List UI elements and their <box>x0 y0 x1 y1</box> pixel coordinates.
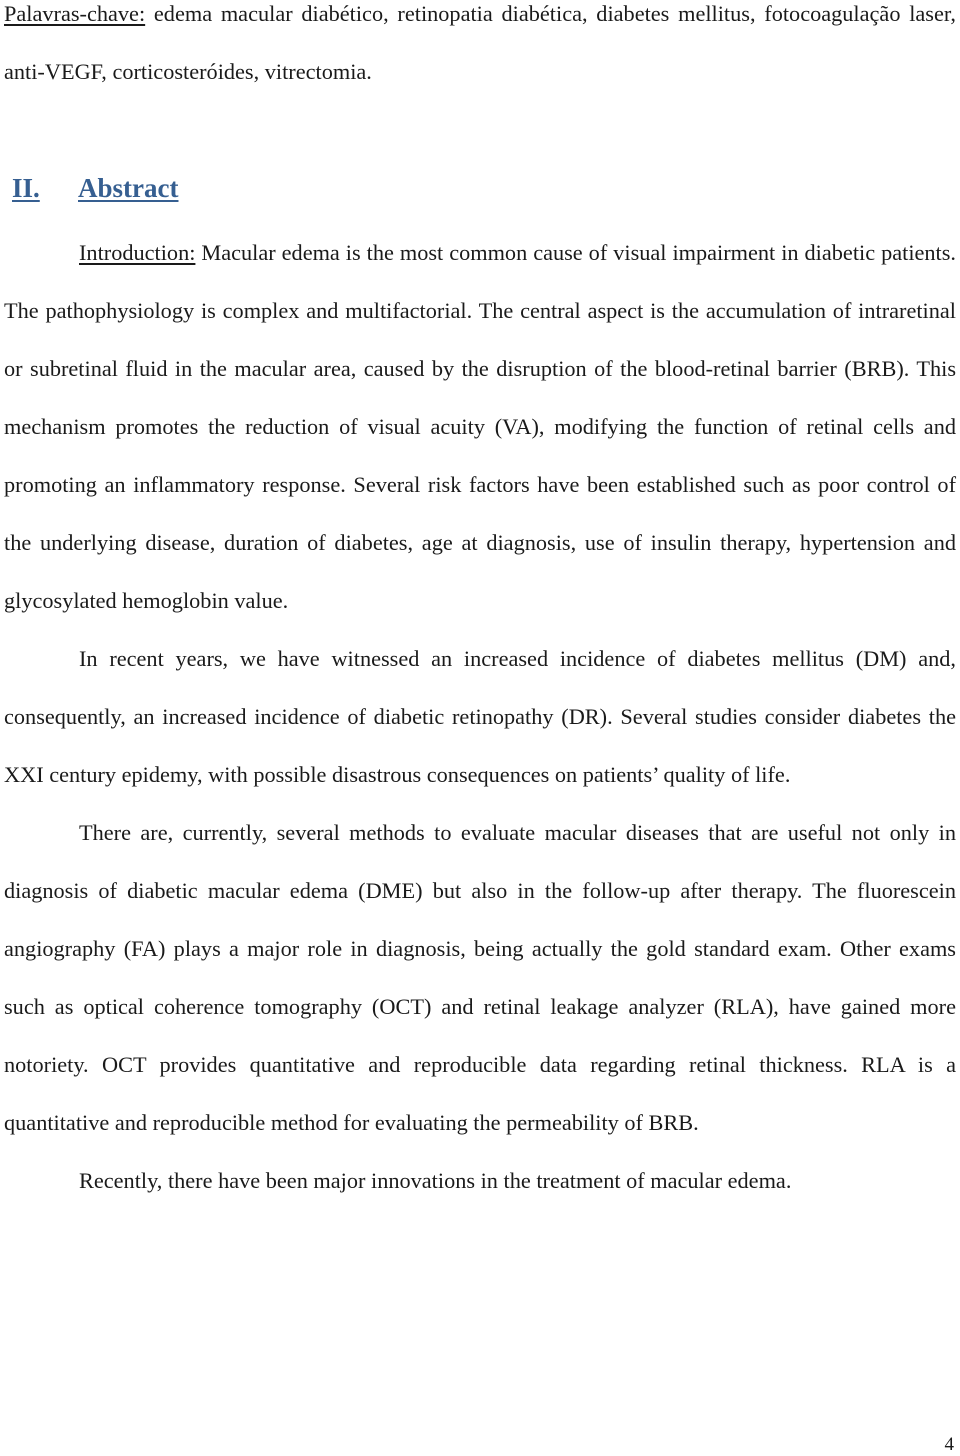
keywords-label: Palavras-chave: <box>4 1 146 26</box>
introduction-paragraph <box>4 224 956 630</box>
incidence-paragraph: In recent years, we have witnessed an increased incidence of diabetes mellitus (DM) and, consequently, an increased incidence of diabetic retinopathy (DR). Several studies consider diabetes the XXI century epidemy, with possible disastrous consequences on patients’ quality of life. <box>4 646 956 787</box>
page-number: 4 <box>944 1434 954 1455</box>
introduction-text: Macular edema is the most common cause of visual impairment in diabetic patients. The pathophysiology is complex and multifactorial. The central aspect is the accumulation of intraretinal or subretinal fluid in the macular area, caused by the disruption of the blood-retinal barrier (BRB). This mechanism promotes the reduction of visual acuity (VA), modifying the function of retinal cells and promoting an inflammatory response. Several risk factors have been established such as poor control of the underlying disease, duration of diabetes, age at diagnosis, use of insulin therapy, hypertension and glycosylated hemoglobin value. <box>4 240 956 613</box>
methods-paragraph: There are, currently, several methods to evaluate macular diseases that are useful not only in diagnosis of diabetic macular edema (DME) but also in the follow-up after therapy. The fluorescein angiography (FA) plays a major role in diagnosis, being actually the gold standard exam. Other exams such as optical coherence tomography (OCT) and retinal leakage analyzer (RLA), have gained more notoriety. OCT provides quantitative and reproducible data regarding retinal thickness. RLA is a quantitative and reproducible method for evaluating the permeability of BRB. <box>4 820 956 1135</box>
keywords-paragraph <box>4 0 956 101</box>
section-number: II. <box>12 173 40 203</box>
section-title: Abstract <box>78 173 179 203</box>
abstract-body <box>4 224 956 1210</box>
keywords-text: edema macular diabético, retinopatia diabética, diabetes mellitus, fotocoagulação laser, anti-VEGF, corticosteróides, vitrectomia. <box>4 1 956 84</box>
introduction-label: Introduction: <box>79 240 196 265</box>
treatment-paragraph: Recently, there have been major innovations in the treatment of macular edema. <box>79 1168 792 1193</box>
section-heading <box>12 164 178 212</box>
